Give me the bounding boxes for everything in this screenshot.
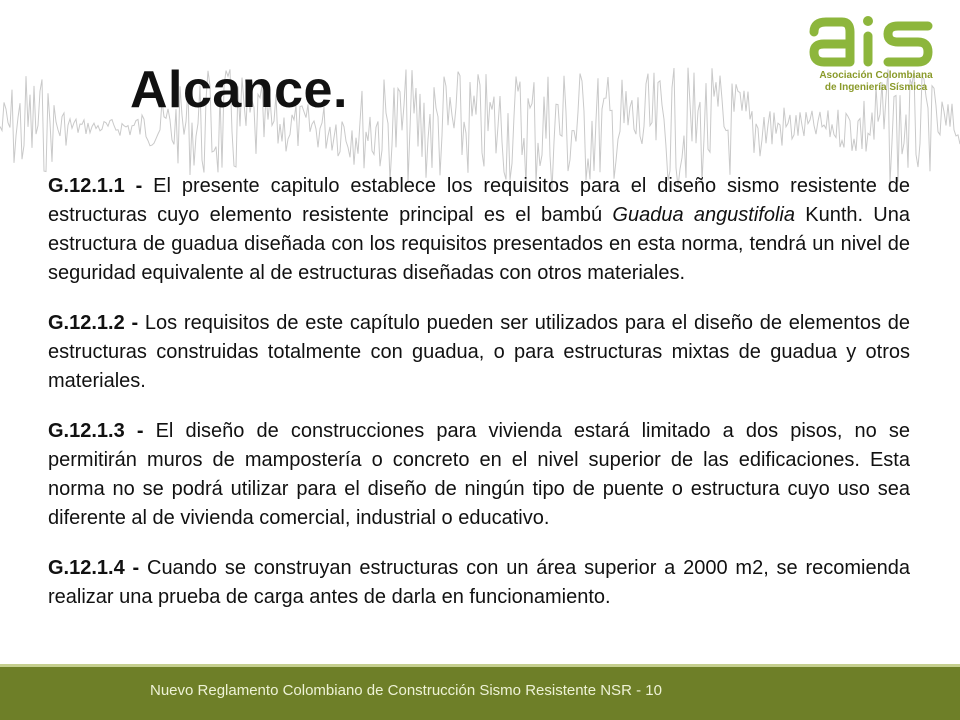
paragraph-g12-1-3 bbox=[48, 417, 910, 533]
paragraph-g12-1-4 bbox=[48, 554, 910, 612]
section-code: G.12.1.1 - bbox=[48, 175, 143, 197]
logo-caption-line1: Asociación Colombiana bbox=[819, 70, 933, 81]
body-text bbox=[48, 172, 910, 633]
paragraph-text: Kunth. Una estructura de guadua diseñada con los requisitos presentados en esta norma, tendrá un nivel de seguridad equivalente al de estructuras diseñadas con otros materiales. bbox=[48, 204, 910, 284]
logo-caption bbox=[800, 70, 952, 94]
ais-logo-mark bbox=[806, 12, 946, 72]
section-code: G.12.1.2 - bbox=[48, 312, 139, 334]
paragraph-g12-1-2 bbox=[48, 309, 910, 396]
logo-caption-line2: de Ingeniería Sísmica bbox=[824, 82, 928, 93]
species-name: Guadua angustifolia bbox=[612, 204, 795, 226]
footer-text: Nuevo Reglamento Colombiano de Construcción Sismo Resistente NSR - 10 bbox=[150, 682, 662, 699]
paragraph-text: Los requisitos de este capítulo pueden ser utilizados para el diseño de elementos de estructuras construidas totalmente con guadua, o para estructuras mixtas de guadua y otros materiales. bbox=[48, 312, 911, 392]
section-code: G.12.1.4 - bbox=[48, 557, 140, 579]
paragraph-text: Cuando se construyan estructuras con un área superior a 2000 m2, se recomienda realizar una prueba de carga antes de darla en funcionamiento. bbox=[48, 557, 910, 608]
section-code: G.12.1.3 - bbox=[48, 420, 144, 442]
paragraph-text: El diseño de construcciones para vivienda estará limitado a dos pisos, no se permitirán muros de mampostería o concreto en el nivel superior de las edificaciones. Esta norma no se podrá utilizar para el diseño de ningún tipo de puente o estructura cuyo uso sea diferente al de vivienda comercial, industrial o educativo. bbox=[48, 420, 911, 529]
paragraph-text: El presente capitulo establece los requisitos para el diseño sismo resistente de estructuras cuyo elemento resistente principal es el bambú bbox=[48, 175, 910, 226]
paragraph-g12-1-1 bbox=[48, 172, 910, 288]
slide-title: Alcance. bbox=[130, 61, 348, 119]
